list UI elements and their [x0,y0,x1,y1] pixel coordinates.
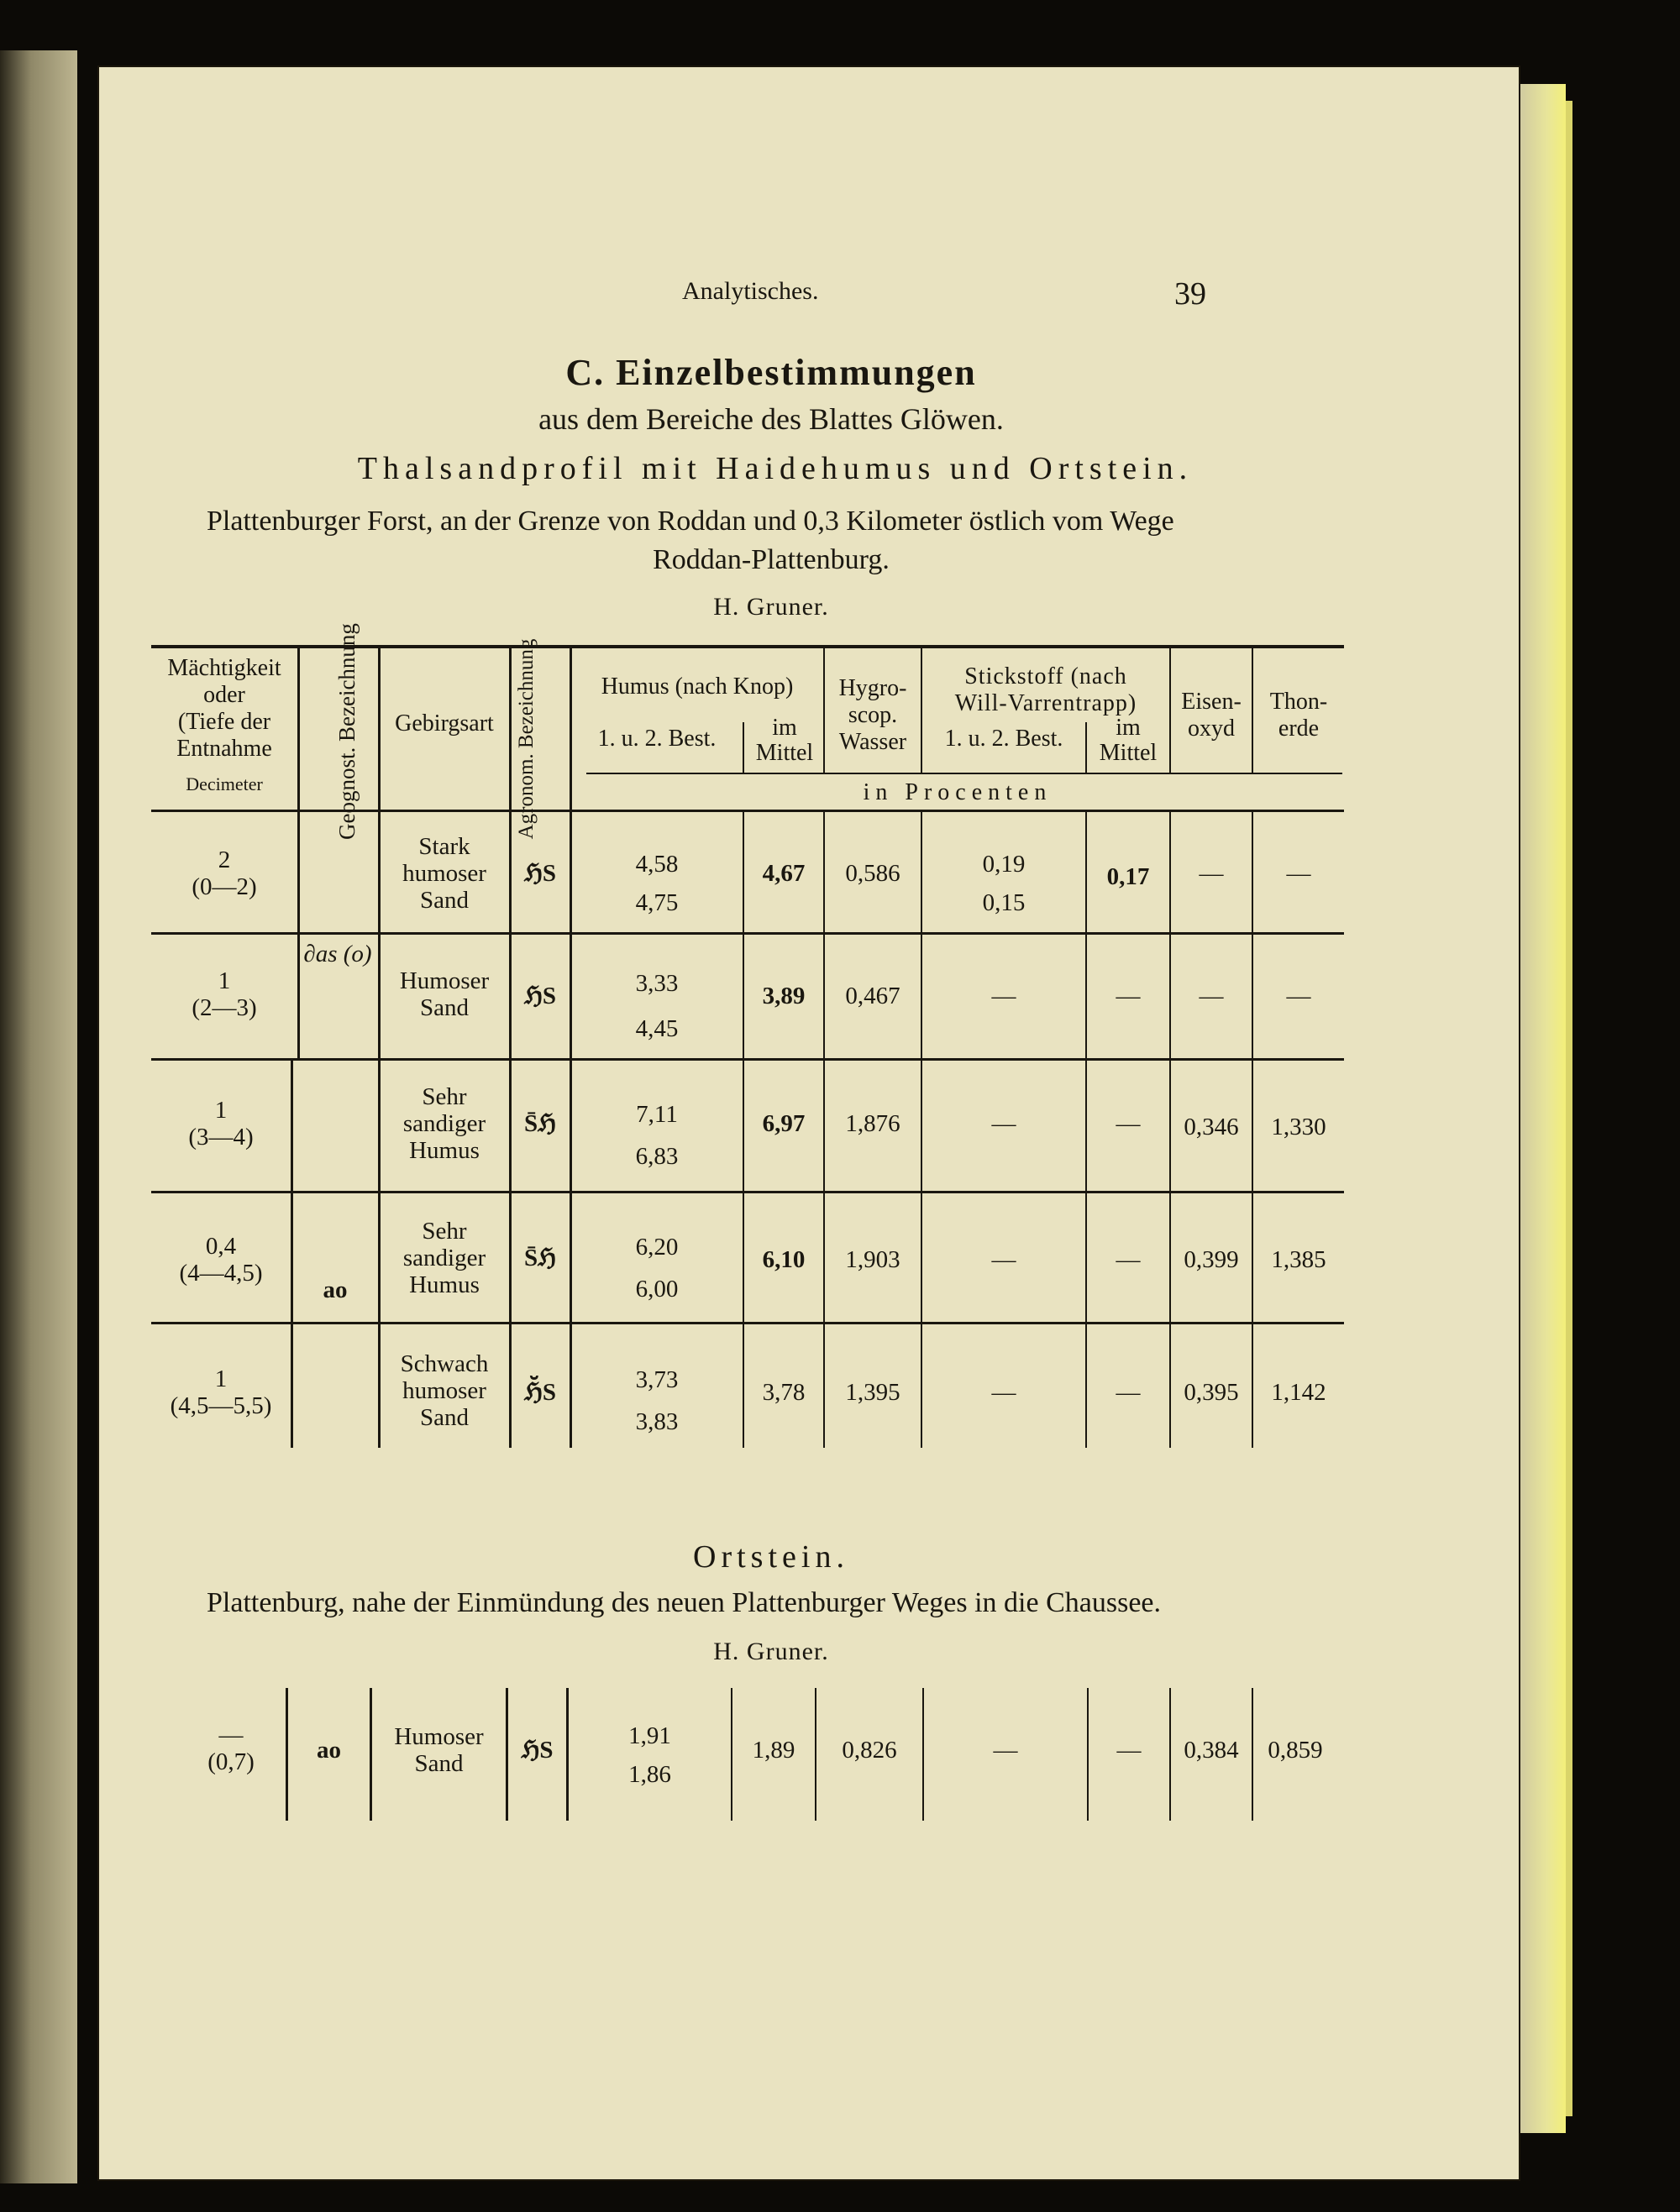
header-eisen: Eisen- oxyd [1181,689,1242,742]
vline-1-lower [291,1060,293,1448]
row-rule-2 [151,1058,1344,1061]
profile-title: Thalsandprofil mit Haidehumus und Ortstein. [357,451,1194,486]
header-depth: Mächtigkeit oder (Tiefe der Entnahme Decimeter [151,655,297,798]
header-thon: Thon- erde [1269,689,1328,742]
header-stick-best: 1. u. 2. Best. [944,726,1063,752]
header-stickstoff: Stickstoff (nach Will-Varrentrapp) [954,663,1137,716]
row-rule-4 [151,1322,1344,1324]
header-bottom-rule [151,810,1344,812]
header-geognost: Geognost. Bezeichnung [334,623,360,840]
geognost-upper: ∂as (o) [303,941,372,967]
row-rule-1 [151,932,1344,935]
section-subtitle: aus dem Bereiche des Blattes Glöwen. [538,402,1004,436]
location-line-1: Plattenburger Forst, an der Grenze von Roddan und 0,3 Kilometer östlich vom Wege [207,506,1174,537]
left-page-edge [0,50,77,2183]
header-agronom: Agronom. Bezeichnung [515,638,538,840]
geognost-lower: ao [323,1276,348,1303]
ortstein-author: H. Gruner. [713,1638,829,1665]
header-humus-mittel: im Mittel [755,715,814,766]
vline-humus-split-head [743,722,744,773]
header-depth-unit: Decimeter [186,773,263,794]
header-stick-mittel: im Mittel [1099,715,1158,766]
header-humus: Humus (nach Knop) [601,674,794,700]
header-gebirgsart: Gebirgsart [395,710,494,736]
vline-1-head [297,648,300,810]
table-top-rule [151,645,1344,648]
page-stack-edge [1519,84,1566,2133]
vline-1-upper [297,812,300,1060]
ortstein-title: Ortstein. [693,1539,849,1575]
page-number: 39 [1174,276,1206,312]
header-hygro: Hygro- scop. Wasser [838,675,907,755]
vline-3 [509,648,512,1448]
author: H. Gruner. [713,593,829,621]
location-line-2: Roddan-Plattenburg. [653,544,890,575]
page-stack-edge-inner [1566,101,1572,2116]
ortstein-location: Plattenburg, nahe der Einmündung des neuen Plattenburger Weges in die Chaussee. [207,1587,1162,1618]
header-in-procenten: in Procenten [863,779,1053,805]
header-humus-best: 1. u. 2. Best. [597,726,717,752]
section-title: C. Einzelbestimmungen [565,352,977,393]
book-page: Analytisches. 39 C. Einzelbestimmungen aus dem Bereiche des Blattes Glöwen. Thalsandprofil mit Haidehumus und Ortstein. Plattenburger Forst, an der Grenze von Roddan und 0,3 Kilometer östlich vom Wege Roddan-Plattenburg. H. Gruner. Mächtigkeit oder (Tiefe der Entnahme Decimeter Geognost. Bezeichnung Gebirgsart Agronom. Bezeichnung Humus (nach Knop) 1. u. 2. Best. im Mittel Hygro- scop. Wasser Stickstoff (nach Will-Varrentrapp) 1. u. 2. Best. im Mittel Eisen- oxyd Thon- erde in Procenten ∂as (o) ao 2 (0—2) Stark humoser Sand ℌS 4,58 4,75 4,67 0,586 0,19 0,15 0,17 — — 1 (2—3) Humoser Sand ℌS 3,33 4,45 3,89 0,467 — — — — 1 (3—4) Sehr sandiger Humus S̄ℌ 7,11 6,83 6,97 1,876 — — 0,346 1,330 0,4 (4—4,5) Sehr sandiger Humus S̄ℌ 6,20 6,00 6,10 1,903 — — 0,399 1,385 1 (4,5—5,5) Schwach humoser Sand ℌ̆S 3,73 3,83 3,78 1,395 — — 0,395 1,142 Ortstein. Plattenburg, nahe der Einmündung des neuen Plattenburger Weges in die Chaussee. H. Gruner. — (0,7) ao Humoser Sand ℌS 1,91 1,86 1,89 0,826 — — 0,384 0,859 [99,67,1519,2179]
row-rule-3 [151,1191,1344,1193]
header-sub-rule [586,773,1342,774]
running-title: Analytisches. [682,277,819,305]
